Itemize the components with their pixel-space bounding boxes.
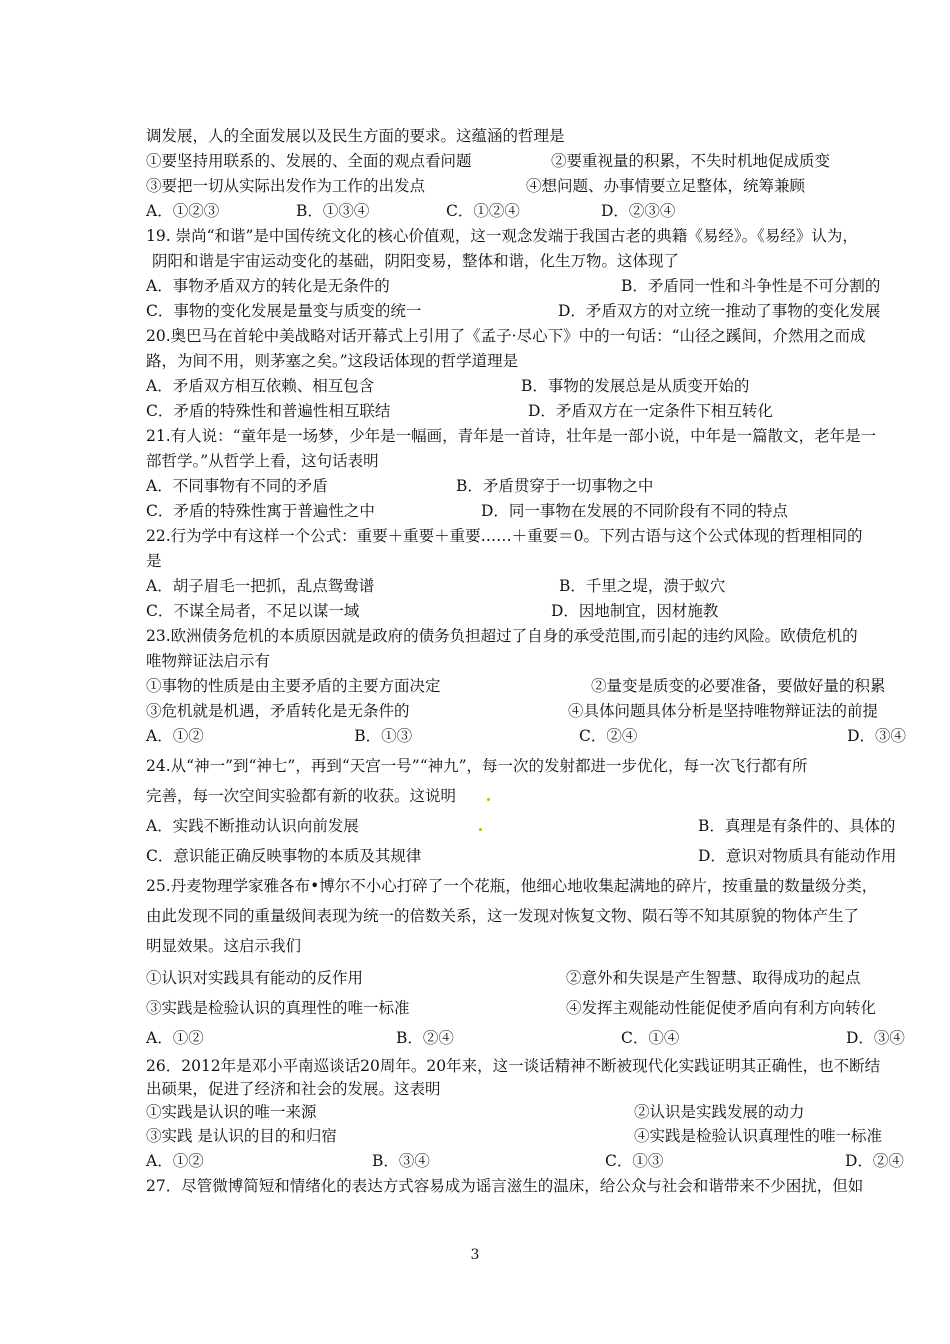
q25-choice-b: B．②④: [396, 1029, 454, 1047]
q18-choice-b: B．①③④: [296, 202, 370, 220]
q24-choices-row1: [146, 815, 906, 837]
q23-options-row2: [146, 700, 906, 722]
q19-choice-a: A．事物矛盾双方的转化是无条件的: [146, 277, 390, 295]
q23-option-2: ②量变是质变的必要准备，要做好量的积累: [591, 677, 886, 695]
q22-choice-b: B．千里之堤，溃于蚁穴: [559, 577, 726, 595]
q21-stem-line1: 21.有人说：“童年是一场梦，少年是一幅画，青年是一首诗，壮年是一部小说，中年是一篇散文，老年是一: [146, 427, 877, 445]
q22-stem-line1: 22.行为学中有这样一个公式：重要＋重要＋重要……＋重要＝0。下列古语与这个公式体现的哲理相同的: [146, 527, 863, 545]
q18-option-2: ②要重视量的积累，不失时机地促成质变: [551, 152, 831, 170]
page-number: 3: [470, 1247, 480, 1263]
q25-options-row1: [146, 967, 906, 989]
q21-choices-row2: [146, 500, 906, 522]
q26-choice-b: B．③④: [372, 1152, 430, 1170]
q18-option-3: ③要把一切从实际出发作为工作的出发点: [146, 177, 426, 195]
q23-option-4: ④具体问题具体分析是坚持唯物辩证法的前提: [568, 702, 879, 720]
q25-choice-a: A．①②: [146, 1029, 204, 1047]
q22-choices-row1: [146, 575, 906, 597]
q25-options-row2: [146, 997, 906, 1019]
q26-option-1: ①实践是认识的唯一来源: [146, 1103, 317, 1121]
q18-choice-d: D．②③④: [601, 202, 676, 220]
q26-option-2: ②认识是实践发展的动力: [634, 1103, 805, 1121]
q26-stem-line1: 26．2012年是邓小平南巡谈话20周年。20年来，这一谈话精神不断被现代化实践证明其正确性，也不断结: [146, 1057, 881, 1075]
q25-option-1: ①认识对实践具有能动的反作用: [146, 969, 364, 987]
q26-options-row2: [146, 1125, 906, 1147]
q21-choices-row1: [146, 475, 906, 497]
q22-choice-a: A．胡子眉毛一把抓，乱点鸳鸯谱: [146, 577, 375, 595]
q18-choice-c: C．①②④: [446, 202, 520, 220]
q22-choice-c: C．不谋全局者，不足以谋一域: [146, 602, 360, 620]
q24-choice-b: B．真理是有条件的、具体的: [698, 817, 896, 835]
q24-choice-a: A．实践不断推动认识向前发展: [146, 817, 359, 835]
q21-choice-d: D．同一事物在发展的不同阶段有不同的特点: [481, 502, 788, 520]
q21-choice-a: A．不同事物有不同的矛盾: [146, 477, 328, 495]
q25-stem-line2: 由此发现不同的重量级间表现为统一的倍数关系，这一发现对恢复文物、陨石等不知其原貌的物体产生了: [146, 907, 860, 925]
q23-choice-d: D．③④: [847, 727, 906, 745]
q20-choice-d: D．矛盾双方在一定条件下相互转化: [528, 402, 773, 420]
q21-stem-line2: 部哲学。”从哲学上看，这句话表明: [146, 452, 379, 470]
q19-choice-c: C．事物的变化发展是量变与质变的统一: [146, 302, 422, 320]
q20-choice-a: A．矛盾双方相互依赖、相互包含: [146, 377, 375, 395]
q19-stem-line1: 19. 崇尚“和谐”是中国传统文化的核心价值观，这一观念发端于我国古老的典籍《易经》。《易经》认为，: [146, 227, 858, 245]
q23-stem-line2: 唯物辩证法启示有: [146, 652, 271, 670]
q23-choices: [146, 725, 906, 747]
q20-stem-line2: 路，为间不用，则茅塞之矣。”这段话体现的哲学道理是: [146, 352, 519, 370]
q19-choices-row2: [146, 300, 906, 322]
q23-choice-c: C．②④: [578, 727, 638, 745]
q25-choice-d: D．③④: [846, 1029, 905, 1047]
q26-options-row1: [146, 1101, 906, 1123]
q18-options-row2: [146, 175, 906, 197]
q25-option-4: ④发挥主观能动性能促使矛盾向有利方向转化: [566, 999, 877, 1017]
q20-choices-row1: [146, 375, 906, 397]
q23-choice-a: A．①②: [146, 727, 204, 745]
q18-option-1: ①要坚持用联系的、发展的、全面的观点看问题: [146, 152, 472, 170]
stray-mark: [479, 828, 482, 831]
q19-choice-b: B．矛盾同一性和斗争性是不可分割的: [621, 277, 881, 295]
q18-stem-tail: 调发展，人的全面发展以及民生方面的要求。这蕴涵的哲理是: [146, 127, 565, 145]
q24-stem-line1: 24.从“神一”到“神七”，再到“天宫一号”“神九”，每一次的发射都进一步优化，每一次飞行都有所: [146, 757, 808, 775]
q26-choice-d: D．②④: [845, 1152, 904, 1170]
q27-stem-line1: 27．尽管微博简短和情绪化的表达方式容易成为谣言滋生的温床，给公众与社会和谐带来不少困扰，但如: [146, 1177, 864, 1195]
q26-option-4: ④实践是检验认识真理性的唯一标准: [634, 1127, 883, 1145]
q19-stem-line2: 阴阳和谐是宇宙运动变化的基础，阴阳变易，整体和谐，化生万物。这体现了: [152, 252, 680, 270]
q22-choices-row2: [146, 600, 906, 622]
q25-stem-line3: 明显效果。这启示我们: [146, 937, 302, 955]
q26-option-3: ③实践 是认识的目的和归宿: [146, 1127, 337, 1145]
q20-choices-row2: [146, 400, 906, 422]
q23-stem-line1: 23.欧洲债务危机的本质原因就是政府的债务负担超过了自身的承受范围,而引起的违约风险。欧债危机的: [146, 627, 858, 645]
q20-choice-c: C．矛盾的特殊性和普遍性相互联结: [146, 402, 391, 420]
q18-options-row1: [146, 150, 906, 172]
q26-choice-a: A．①②: [146, 1152, 204, 1170]
q21-choice-c: C．矛盾的特殊性寓于普遍性之中: [146, 502, 375, 520]
q19-choices-row1: [146, 275, 906, 297]
q25-choices: [146, 1027, 906, 1049]
q20-choice-b: B．事物的发展总是从质变开始的: [521, 377, 750, 395]
q24-choice-c: C．意识能正确反映事物的本质及其规律: [146, 847, 422, 865]
q24-choices-row2: [146, 845, 906, 867]
q25-choice-c: C．①④: [621, 1029, 680, 1047]
q23-option-3: ③危机就是机遇，矛盾转化是无条件的: [146, 702, 410, 720]
q24-choice-d: D．意识对物质具有能动作用: [698, 847, 897, 865]
q26-choices: [146, 1150, 906, 1172]
q19-choice-d: D．矛盾双方的对立统一推动了事物的变化发展: [558, 302, 881, 320]
q26-stem-line2: 出硕果，促进了经济和社会的发展。这表明: [146, 1080, 441, 1098]
q25-stem-line1: 25.丹麦物理学家雅各布•博尔不小心打碎了一个花瓶，他细心地收集起满地的碎片，按重量的数量级分类，: [146, 877, 878, 895]
q23-choice-b: B．①③: [354, 727, 413, 745]
q18-choices: [146, 200, 906, 222]
q18-choice-a: A．①②③: [146, 202, 220, 220]
q24-stem-line2: 完善，每一次空间实验都有新的收获。这说明: [146, 787, 457, 805]
q22-choice-d: D．因地制宜，因材施教: [551, 602, 719, 620]
q21-choice-b: B．矛盾贯穿于一切事物之中: [456, 477, 654, 495]
q20-stem-line1: 20.奥巴马在首轮中美战略对话开幕式上引用了《孟子·尽心下》中的一句话：“山径之蹊间，介然用之而成: [146, 327, 866, 345]
q25-option-2: ②意外和失误是产生智慧、取得成功的起点: [566, 969, 861, 987]
stray-mark: [487, 798, 490, 801]
q26-choice-c: C．①③: [605, 1152, 664, 1170]
q25-option-3: ③实践是检验认识的真理性的唯一标准: [146, 999, 410, 1017]
q22-stem-line2: 是: [146, 552, 162, 570]
q23-option-1: ①事物的性质是由主要矛盾的主要方面决定: [146, 677, 441, 695]
q23-options-row1: [146, 675, 906, 697]
q18-option-4: ④想问题、办事情要立足整体，统筹兼顾: [526, 177, 806, 195]
